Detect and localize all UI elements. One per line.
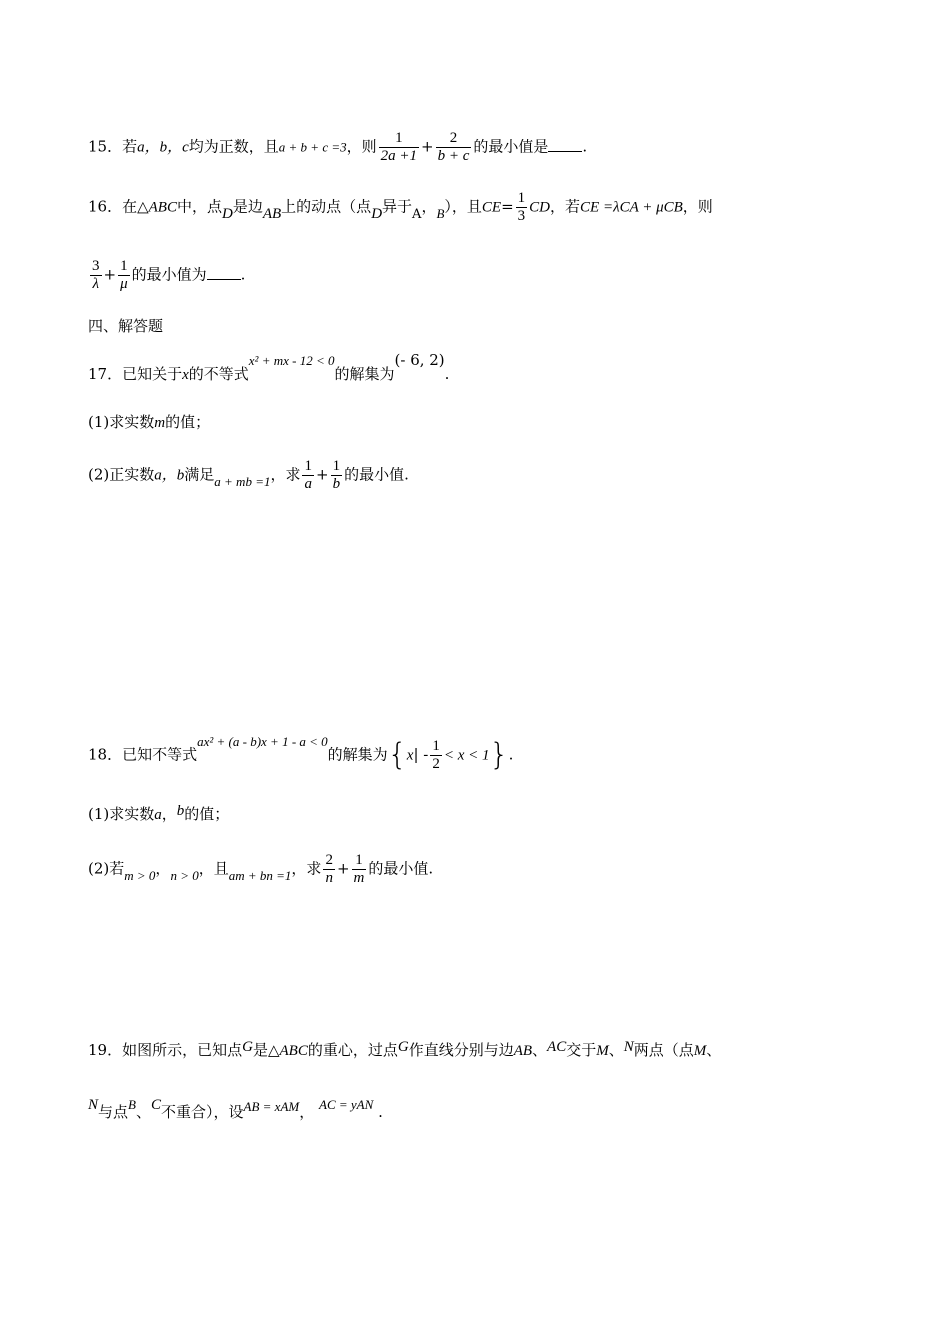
q16-text: 上的动点（点 <box>281 197 372 216</box>
frac-numerator: 1 <box>304 458 312 474</box>
var-x: x <box>406 747 414 764</box>
brace-open: { <box>387 737 407 773</box>
point-b: B <box>436 205 445 221</box>
q19-text: 作直线分别与边 <box>408 1041 514 1059</box>
triangle-abc: △ABC <box>267 1043 308 1059</box>
vector-equation-ab: AB = xAM <box>243 1099 300 1114</box>
frac-numerator: 1 <box>517 190 526 206</box>
q19-text: 与点 <box>98 1103 129 1121</box>
q17-part1-text: (1)求实数 <box>88 413 155 431</box>
plus-sign: + <box>421 137 434 156</box>
question-15 <box>88 130 587 165</box>
q15-vars: a，b，c <box>137 139 189 156</box>
q15-fraction-1 <box>379 130 419 165</box>
frac-numerator: 1 <box>379 130 419 148</box>
equals-sign: = <box>501 197 514 216</box>
q18-condition: am + bn =1 <box>228 867 292 883</box>
q18-solution-set <box>388 738 509 773</box>
q17-condition: a + mb =1 <box>214 473 271 489</box>
frac-denominator: 2a +1 <box>380 148 418 164</box>
point-g: G <box>242 1039 253 1055</box>
segment-ac: AC <box>547 1039 567 1055</box>
section-heading: 四、解答题 <box>88 317 164 335</box>
plus-sign: + <box>103 265 117 284</box>
q17-text: 的不等式 <box>188 365 249 383</box>
q17-inequality: x² + mx - 12 < 0 <box>248 353 335 368</box>
vector-ce: CE <box>481 199 502 216</box>
q15-end: . <box>582 137 588 156</box>
q18-fraction-half <box>430 738 442 773</box>
question-16 <box>88 190 713 225</box>
plus-sign: + <box>336 859 350 878</box>
point-d: D <box>371 205 383 222</box>
q19-text: 、 <box>706 1041 722 1059</box>
q17-text: 的解集为 <box>334 365 395 383</box>
q16-text: ），且 <box>444 197 482 216</box>
question-17 <box>88 351 450 385</box>
q15-text: 的最小值是 <box>473 137 549 156</box>
point-b: B <box>128 1097 136 1112</box>
cond-n: n > 0 <box>170 867 199 883</box>
q19-text: 是 <box>252 1041 268 1059</box>
point-a: A <box>412 206 422 222</box>
q17-number: 17．已知关于 <box>88 365 183 383</box>
frac-denominator: b + c <box>437 148 470 164</box>
frac-denominator: m <box>353 870 365 886</box>
q15-condition: a + b + c =3 <box>278 139 347 155</box>
cond-m: m > 0 <box>124 867 156 883</box>
q16-text: ，若 <box>550 197 581 216</box>
q15-fraction-2 <box>436 130 472 165</box>
frac-numerator: 1 <box>332 458 341 474</box>
q19-text: 不重合），设 <box>161 1103 244 1121</box>
var-m: m <box>154 415 166 431</box>
answer-blank <box>207 265 241 280</box>
q19-text: 两点（点 <box>633 1041 694 1059</box>
var-a: a <box>154 807 162 823</box>
answer-blank <box>548 137 582 152</box>
set-bar: | <box>413 745 419 764</box>
q18-part1-text: (1)求实数 <box>88 805 155 823</box>
frac-numerator: 2 <box>325 852 333 868</box>
q16-fraction-lambda <box>90 258 102 293</box>
frac-numerator: 1 <box>352 852 367 870</box>
point-g: G <box>397 1039 409 1055</box>
q19-text: 的重心，过点 <box>307 1041 398 1059</box>
brace-close: } <box>489 737 509 773</box>
q18-end: . <box>508 745 514 764</box>
q18-part2-text: 的最小值. <box>368 859 434 878</box>
q18-fraction-m <box>352 852 367 887</box>
segment-ab: AB <box>262 205 282 222</box>
var-x: x <box>182 367 189 383</box>
vars-ab: a，b <box>154 467 185 484</box>
q17-end: . <box>444 365 450 383</box>
q15-number: 15．若 <box>88 137 138 156</box>
vector-equation-ac: AC = yAN <box>319 1097 374 1112</box>
frac-denominator: n <box>325 870 333 886</box>
q17-part2-text: 的最小值. <box>344 465 409 484</box>
q15-text: 均为正数，且 <box>188 137 279 156</box>
q17-fraction-b <box>331 458 343 493</box>
question-16-cont <box>88 258 245 293</box>
question-17-part-2 <box>88 458 409 493</box>
q17-fraction-a <box>302 458 314 493</box>
q17-part2-text: 满足 <box>184 465 215 484</box>
frac-numerator: 2 <box>436 130 472 148</box>
q18-inequality: ax² + (a - b)x + 1 - a < 0 <box>197 733 328 749</box>
point-m: M <box>596 1043 609 1059</box>
question-19 <box>88 1040 721 1061</box>
point-c: C <box>151 1097 162 1113</box>
q19-text: 、 <box>135 1103 151 1121</box>
q16-end: . <box>240 265 246 284</box>
frac-denominator: 3 <box>517 208 526 224</box>
q19-text: 交于 <box>566 1041 597 1059</box>
q18-number: 18．已知不等式 <box>88 745 198 764</box>
q17-part2-text: (2)正实数 <box>88 465 155 484</box>
frac-numerator: 1 <box>118 258 130 276</box>
plus-sign: + <box>315 465 329 484</box>
q17-part1-text: 的值； <box>165 413 211 431</box>
q16-text: 异于 <box>382 197 413 216</box>
q18-part2-text: ，且 <box>198 859 229 878</box>
q19-end: . <box>378 1103 383 1121</box>
q18-text: 的解集为 <box>327 745 388 764</box>
question-18-part-1 <box>88 804 229 825</box>
triangle-abc: △ABC <box>137 199 177 216</box>
q16-text: ， <box>421 197 437 216</box>
q19-text: 、 <box>608 1041 624 1059</box>
frac-numerator: 1 <box>432 738 440 754</box>
frac-denominator: b <box>332 476 341 492</box>
vector-cd: CD <box>529 199 551 216</box>
q16-fraction-mu <box>118 258 130 293</box>
frac-numerator: 3 <box>92 258 100 274</box>
q18-part2-text: (2)若 <box>88 859 125 878</box>
question-18 <box>88 733 514 773</box>
q18-text: ， <box>155 859 171 878</box>
q18-part1-text: 的值； <box>184 805 230 823</box>
frac-denominator: μ <box>120 276 128 292</box>
point-d: D <box>221 205 233 222</box>
q18-part2-text: ，求 <box>291 859 322 878</box>
q19-text: 、 <box>532 1041 548 1059</box>
set-condition: < x < 1 <box>443 747 490 764</box>
q17-part2-text: ，求 <box>270 465 301 484</box>
question-17-part-1 <box>88 412 210 433</box>
question-18-part-2 <box>88 852 433 887</box>
q16-text: 是边 <box>232 197 263 216</box>
frac-denominator: 2 <box>432 756 440 772</box>
point-n: N <box>623 1039 634 1055</box>
q19-number: 19．如图所示，已知点 <box>88 1041 243 1059</box>
question-19-cont <box>88 1097 383 1123</box>
vector-expression: CE =λCA + μCB <box>580 199 683 216</box>
point-m: M <box>693 1043 707 1059</box>
q16-text: 的最小值为 <box>131 265 207 284</box>
frac-denominator: λ <box>92 276 99 292</box>
q18-fraction-n <box>323 852 335 887</box>
q18-text: ， <box>161 805 177 823</box>
q17-interval: (- 6, 2) <box>394 351 445 369</box>
q16-text: 中，点 <box>176 197 222 216</box>
q16-number: 16．在 <box>88 197 138 216</box>
q16-fraction <box>516 190 528 225</box>
frac-denominator: a <box>304 476 312 492</box>
q16-text: ，则 <box>682 197 713 216</box>
minus-sign: - <box>423 745 429 764</box>
point-n: N <box>88 1097 99 1113</box>
var-b: b <box>176 803 185 819</box>
segment-ab: AB <box>513 1043 533 1059</box>
q19-text: ， <box>299 1103 315 1121</box>
q15-text: ，则 <box>346 137 377 156</box>
